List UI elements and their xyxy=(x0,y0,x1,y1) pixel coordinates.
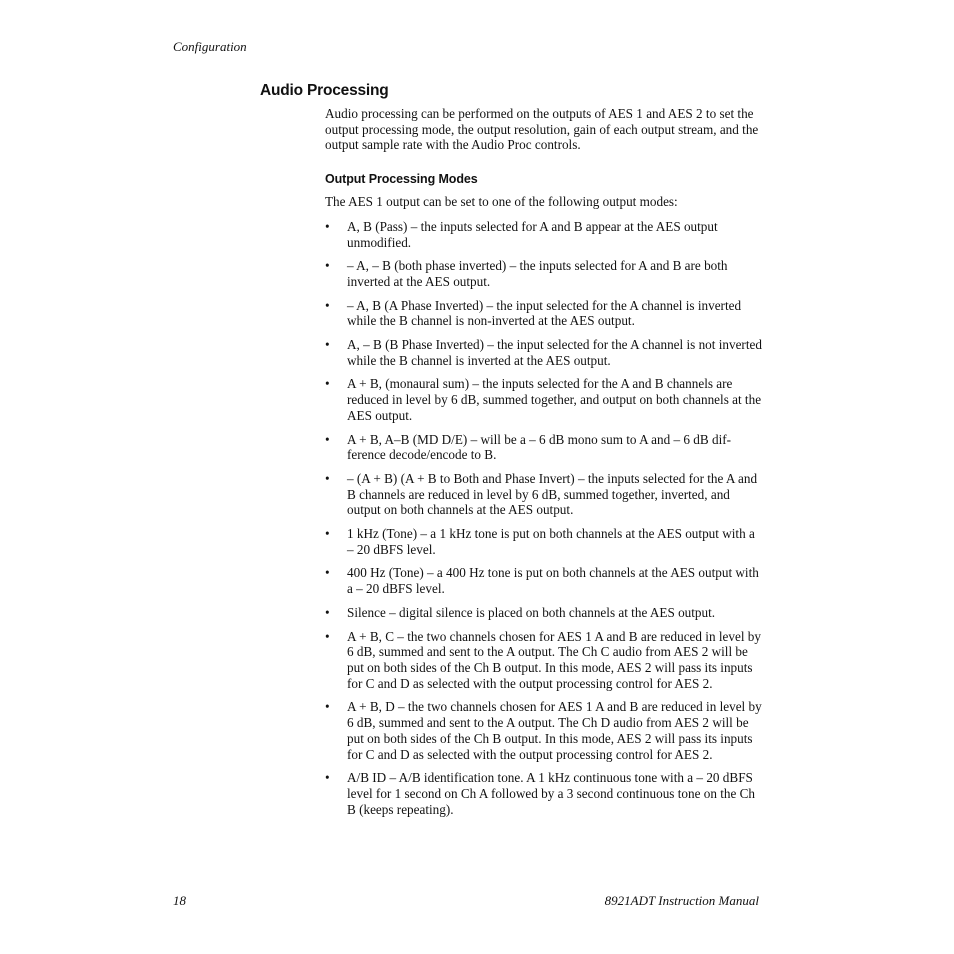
subsection-lead: The AES 1 output can be set to one of the following output modes: xyxy=(325,194,678,210)
list-item-text: 1 kHz (Tone) – a 1 kHz tone is put on both channels at the AES output with a – 20 dBFS level. xyxy=(347,526,755,557)
section-title: Audio Processing xyxy=(260,82,389,99)
list-item-text: A + B, C – the two channels chosen for AES 1 A and B are reduced in level by 6 dB, summed and sent to the A output. The Ch C audio from AES 2 will be put on both sides of the Ch B output. In this mode, AES 2 will pass its inputs for C and D as selected with the output processing control for AES 2. xyxy=(347,628,761,691)
list-item xyxy=(325,699,763,762)
list-item xyxy=(325,770,763,817)
running-head: Configuration xyxy=(173,39,247,54)
list-item-text: A/B ID – A/B identification tone. A 1 kHz continuous tone with a – 20 dBFS level for 1 second on Ch A followed by a 3 second continuous tone on the Ch B (keeps repeating). xyxy=(347,770,756,817)
list-item xyxy=(325,432,763,463)
list-item-text: – A, – B (both phase inverted) – the inputs selected for A and B are both inverted at the AES output. xyxy=(347,258,728,289)
list-item-text: Silence – digital silence is placed on both channels at the AES output. xyxy=(347,604,716,620)
list-item xyxy=(325,258,763,289)
list-item-text: A + B, (monaural sum) – the inputs selected for the A and B channels are reduced in level by 6 dB, summed together, and output on both channels at the AES output. xyxy=(347,376,762,423)
bullet-icon: • xyxy=(325,337,330,353)
subsection-title: Output Processing Modes xyxy=(325,172,478,187)
bullet-icon: • xyxy=(325,565,330,581)
list-item xyxy=(325,471,763,518)
list-item-text: A, – B (B Phase Inverted) – the input selected for the A channel is not inverted while the B channel is inverted at the AES output. xyxy=(347,337,762,368)
page-number: 18 xyxy=(173,893,186,908)
list-item xyxy=(325,376,763,423)
list-item-text: A + B, D – the two channels chosen for AES 1 A and B are reduced in level by 6 dB, summed and sent to the A output. The Ch D audio from AES 2 will be put on both sides of the Ch B output. In this mode, AES 2 will pass its inputs for C and D as selected with the output processing control for AES 2. xyxy=(347,699,762,762)
bullet-icon: • xyxy=(325,628,330,644)
list-item xyxy=(325,298,763,329)
list-item xyxy=(325,526,763,557)
bullet-icon: • xyxy=(325,604,330,620)
bullet-icon: • xyxy=(325,470,330,486)
list-item-text: – (A + B) (A + B to Both and Phase Invert) – the inputs selected for the A and B channels are reduced in level by 6 dB, summed together, inverted, and output on both channels at the AES output. xyxy=(347,470,758,518)
list-item-text: A + B, A–B (MD D/E) – will be a – 6 dB mono sum to A and – 6 dB dif-ference decode/encode to B. xyxy=(347,431,732,463)
bullet-icon: • xyxy=(325,258,330,274)
bullet-icon: • xyxy=(325,297,330,313)
section-intro: Audio processing can be performed on the outputs of AES 1 and AES 2 to set the output processing mode, the output resolution, gain of each output stream, and the output sample rate with the Audio Proc controls. xyxy=(325,106,759,153)
bullet-icon: • xyxy=(325,526,330,542)
list-item xyxy=(325,605,763,621)
bullet-icon: • xyxy=(325,376,330,392)
bullet-icon: • xyxy=(325,431,330,447)
bullet-icon: • xyxy=(325,699,330,715)
list-item xyxy=(325,565,763,596)
output-modes-list xyxy=(325,219,763,818)
manual-title: 8921ADT Instruction Manual xyxy=(604,893,759,908)
list-item xyxy=(325,337,763,368)
list-item-text: – A, B (A Phase Inverted) – the input selected for the A channel is inverted while the B channel is non-inverted at the AES output. xyxy=(347,297,742,329)
list-item-text: A, B (Pass) – the inputs selected for A and B appear at the AES output unmodified. xyxy=(347,218,718,250)
page-content xyxy=(325,106,763,825)
list-item-text: 400 Hz (Tone) – a 400 Hz tone is put on both channels at the AES output with a – 20 dBFS level. xyxy=(347,565,759,597)
bullet-icon: • xyxy=(325,770,330,786)
bullet-icon: • xyxy=(325,218,330,234)
list-item xyxy=(325,219,763,250)
list-item xyxy=(325,629,763,692)
